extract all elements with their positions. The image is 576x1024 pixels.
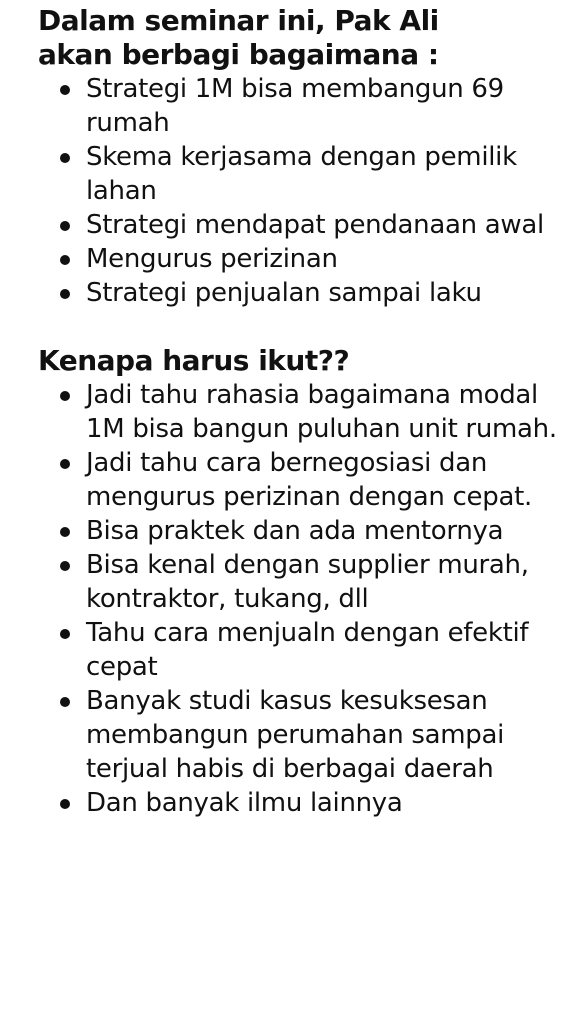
- list-item: Strategi penjualan sampai laku: [38, 276, 568, 310]
- list-item: Mengurus perizinan: [38, 242, 568, 276]
- list-item: Skema kerjasama dengan pemilik lahan: [38, 140, 568, 208]
- section-1-heading: Dalam seminar ini, Pak Ali akan berbagi bagaimana :: [38, 4, 439, 71]
- list-item: Bisa praktek dan ada mentornya: [38, 514, 568, 548]
- list-item: Dan banyak ilmu lainnya: [38, 786, 568, 820]
- list-item: Jadi tahu cara bernegosiasi dan mengurus perizinan dengan cepat.: [38, 446, 568, 514]
- list-item: Strategi mendapat pendanaan awal: [38, 208, 568, 242]
- list-item: Tahu cara menjualn dengan efektif cepat: [38, 616, 568, 684]
- list-item: Jadi tahu rahasia bagaimana modal 1M bisa bangun puluhan unit rumah.: [38, 378, 568, 446]
- list-item: Strategi 1M bisa membangun 69 rumah: [38, 72, 568, 140]
- list-item: Bisa kenal dengan supplier murah, kontraktor, tukang, dll: [38, 548, 568, 616]
- section-2-heading: Kenapa harus ikut??: [38, 344, 350, 377]
- section-2-list: [38, 378, 568, 820]
- list-item: Banyak studi kasus kesuksesan membangun perumahan sampai terjual habis di berbagai daerah: [38, 684, 568, 786]
- section-1-list: [38, 72, 568, 310]
- document-content: [38, 4, 568, 820]
